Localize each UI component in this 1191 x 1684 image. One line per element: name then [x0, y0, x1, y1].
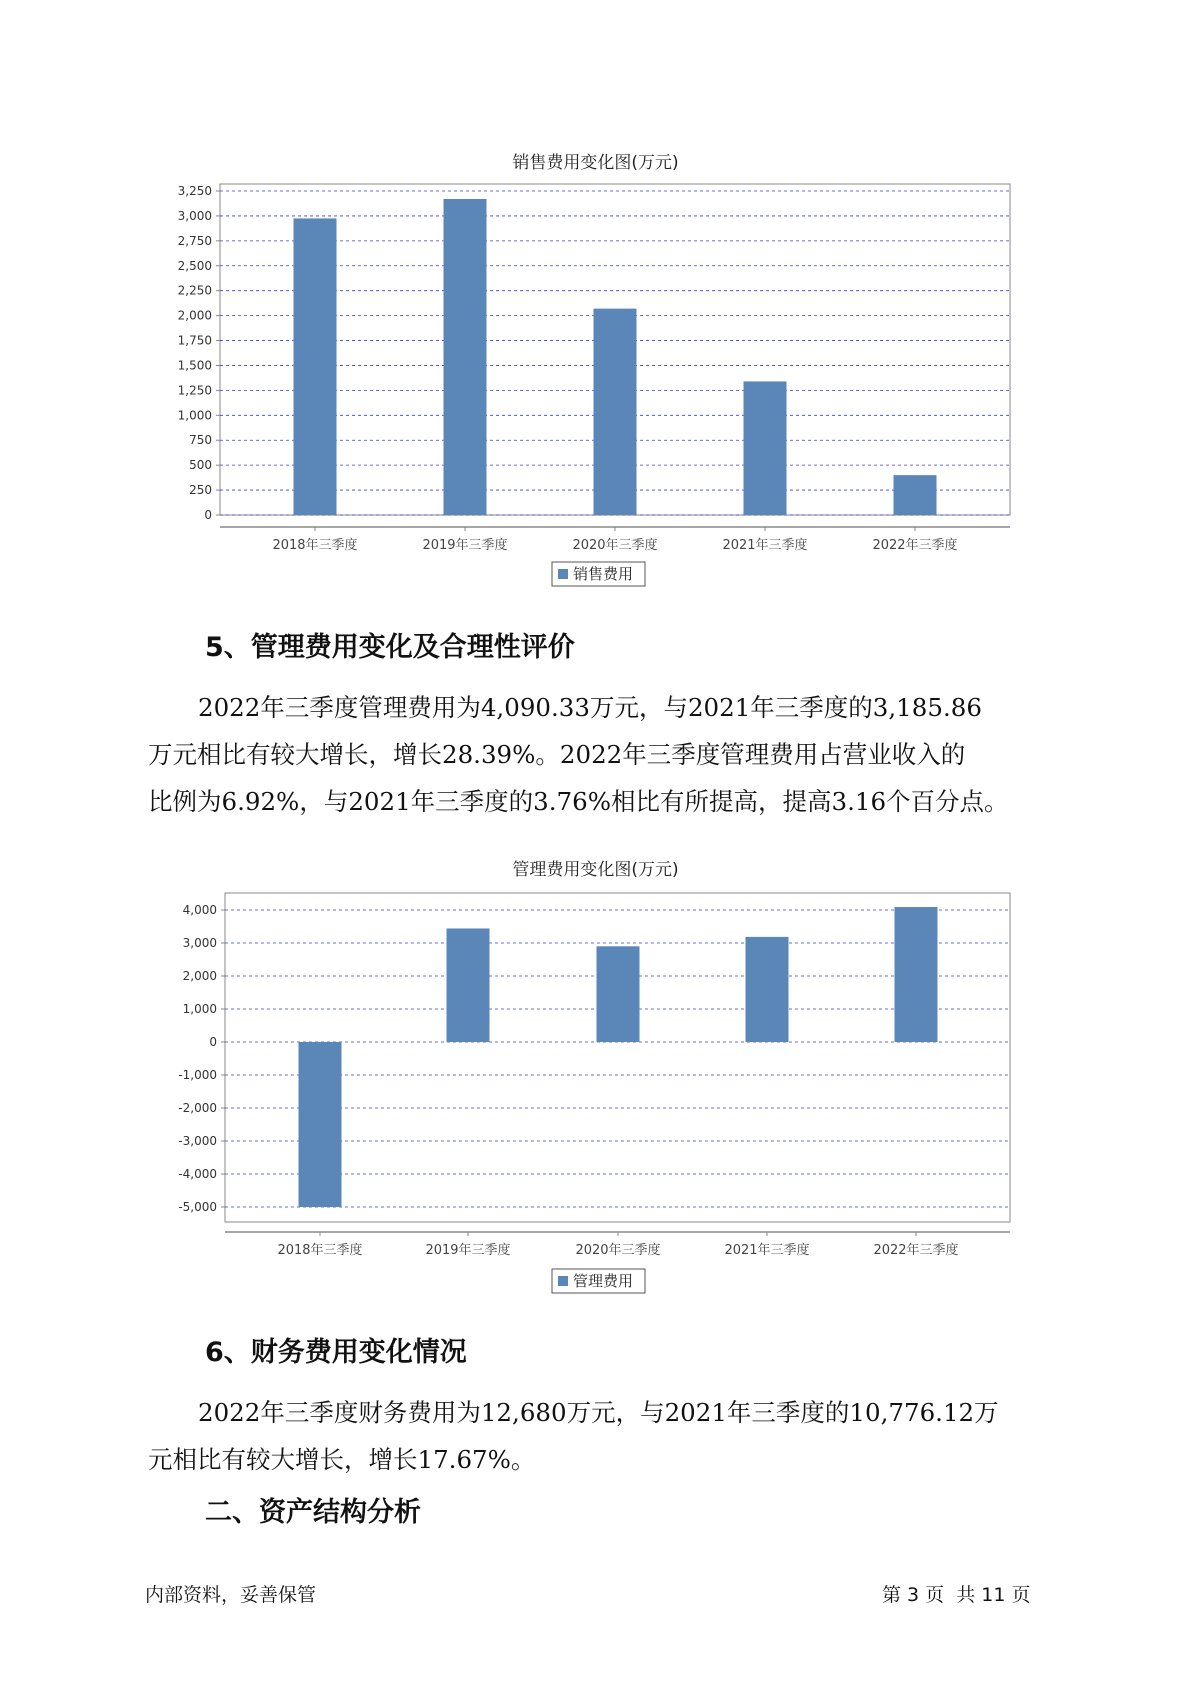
y-tick-label: 1,500 — [177, 358, 212, 373]
x-tick-label: 2018年三季度 — [277, 1243, 363, 1258]
y-tick-label: 0 — [209, 1035, 217, 1049]
x-tick-label: 2022年三季度 — [872, 538, 958, 553]
y-tick-label: 1,250 — [177, 383, 212, 398]
footer-page-number: 第 3 页 共 11 页 — [882, 1584, 1031, 1606]
y-tick-label: 2,750 — [177, 233, 212, 248]
y-tick-label: -3,000 — [178, 1134, 217, 1148]
x-tick-label: 2019年三季度 — [425, 1243, 511, 1258]
x-tick-label: 2021年三季度 — [722, 538, 808, 553]
legend-swatch — [558, 1276, 568, 1286]
x-tick-label: 2020年三季度 — [575, 1243, 661, 1258]
x-tick-label: 2018年三季度 — [272, 538, 358, 553]
paragraph-line: 2022年三季度管理费用为4,090.33万元，与2021年三季度的3,185.86 — [198, 693, 982, 722]
y-tick-label: 1,000 — [177, 408, 212, 423]
paragraph-line: 元相比有较大增长，增长17.67%。 — [148, 1445, 536, 1474]
paragraph-line: 2022年三季度财务费用为12,680万元，与2021年三季度的10,776.12万 — [198, 1398, 999, 1427]
x-tick-label: 2022年三季度 — [873, 1243, 959, 1258]
legend-label: 销售费用 — [573, 565, 634, 583]
paragraph-line: 万元相比有较大增长，增长28.39%。2022年三季度管理费用占营业收入的 — [148, 740, 966, 769]
footer-confidential: 内部资料，妥善保管 — [145, 1584, 317, 1606]
x-tick-label: 2020年三季度 — [572, 538, 658, 553]
bar — [746, 937, 789, 1042]
bar — [447, 928, 490, 1042]
y-tick-label: 2,500 — [177, 258, 212, 273]
x-tick-label: 2019年三季度 — [422, 538, 508, 553]
y-tick-label: 4,000 — [182, 903, 217, 917]
legend-label: 管理费用 — [573, 1272, 634, 1290]
chart-title-management-expense: 管理费用变化图(万元) — [512, 860, 679, 880]
y-tick-label: 1,000 — [182, 1002, 217, 1016]
y-tick-label: 3,000 — [182, 936, 217, 950]
y-tick-label: -1,000 — [178, 1068, 217, 1082]
plot-area — [225, 893, 1010, 1222]
y-tick-label: 2,000 — [182, 969, 217, 983]
y-tick-label: 3,000 — [177, 208, 212, 223]
x-tick-label: 2021年三季度 — [724, 1243, 810, 1258]
paragraph-line: 比例为6.92%，与2021年三季度的3.76%相比有所提高，提高3.16个百分点。 — [148, 787, 1009, 816]
y-tick-label: 0 — [204, 508, 212, 522]
y-tick-label: -2,000 — [178, 1101, 217, 1115]
chart-title-sales-expense: 销售费用变化图(万元) — [512, 153, 679, 173]
bar — [299, 1042, 342, 1207]
section-5-heading: 5、管理费用变化及合理性评价 — [205, 632, 575, 663]
y-tick-label: -5,000 — [178, 1200, 217, 1214]
bar — [597, 946, 640, 1042]
section-two-heading: 二、资产结构分析 — [205, 1497, 421, 1528]
y-tick-label: 500 — [189, 458, 212, 473]
y-tick-label: 2,250 — [177, 283, 212, 298]
y-tick-label: 1,750 — [177, 333, 212, 348]
y-tick-label: 250 — [189, 483, 212, 498]
section-6-heading: 6、财务费用变化情况 — [205, 1337, 467, 1368]
bar — [895, 907, 938, 1042]
y-tick-label: -4,000 — [178, 1167, 217, 1181]
section-6-paragraph — [148, 1389, 1048, 1483]
y-tick-label: 3,250 — [177, 184, 212, 198]
y-tick-label: 2,000 — [177, 308, 212, 323]
y-tick-label: 750 — [189, 433, 212, 448]
